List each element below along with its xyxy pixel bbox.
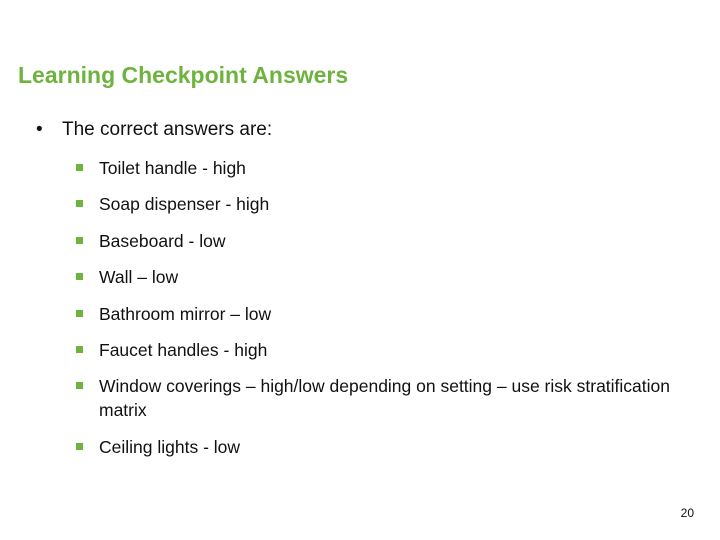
square-bullet-icon — [76, 200, 83, 207]
bullet-dot: • — [36, 119, 43, 140]
answer-item — [76, 156, 696, 180]
answer-text: Window coverings – high/low depending on setting – use risk stratification matrix — [99, 376, 671, 421]
answer-item — [76, 374, 696, 422]
answer-item — [76, 435, 696, 459]
answer-list — [76, 156, 696, 471]
answer-text: Bathroom mirror – low — [99, 303, 272, 324]
answer-item — [76, 192, 696, 216]
answer-item — [76, 302, 696, 326]
square-bullet-icon — [76, 164, 83, 171]
square-bullet-icon — [76, 237, 83, 244]
answer-item — [76, 338, 696, 362]
answer-text: Toilet handle - high — [99, 158, 246, 178]
square-bullet-icon — [76, 273, 83, 280]
answer-item — [76, 229, 696, 253]
square-bullet-icon — [76, 310, 83, 317]
answer-text: Soap dispenser - high — [99, 194, 270, 215]
square-bullet-icon — [76, 382, 83, 389]
answer-text: Ceiling lights - low — [99, 436, 241, 457]
square-bullet-icon — [76, 443, 83, 450]
answer-text: Faucet handles - high — [99, 339, 268, 360]
answer-text: Baseboard - low — [99, 230, 226, 251]
answer-text: Wall – low — [99, 267, 179, 288]
answer-item — [76, 265, 696, 289]
intro-text: The correct answers are: — [62, 119, 273, 140]
intro-bullet-line — [36, 118, 272, 142]
square-bullet-icon — [76, 346, 83, 353]
slide-title: Learning Checkpoint Answers — [18, 62, 349, 88]
page-number: 20 — [680, 506, 694, 520]
